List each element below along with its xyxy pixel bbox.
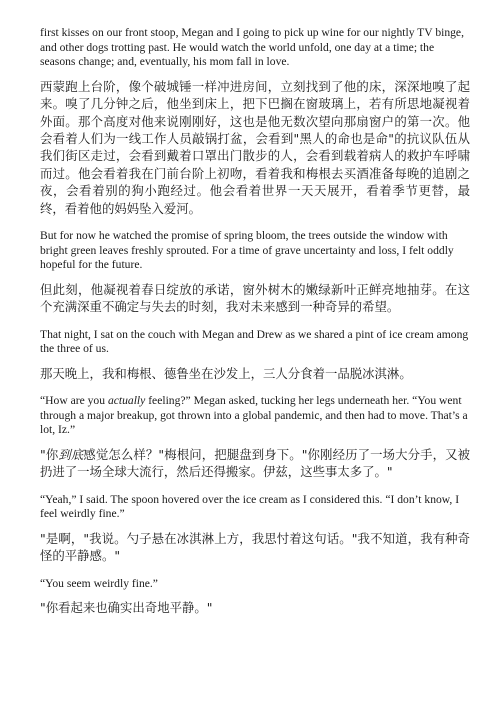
- document-page: [40, 26, 470, 625]
- paragraph-text: But for now he watched the promise of spring bloom, the trees outside the window with bright green leaves freshly sprouted. For a time of grave uncertainty and loss, I felt oddly hopeful for the future.: [40, 229, 454, 272]
- paragraph-text: 感觉怎么样？"梅根问，把腿盘到身下。"你刚经历了一场大分手，又被扔进了一场全球大流行，然后还得搬家。伊兹，这些事太多了。": [40, 447, 471, 480]
- paragraph-zh-1: [40, 78, 470, 217]
- paragraph-en-6: [40, 577, 470, 592]
- paragraph-text: “You seem weirdly fine.”: [40, 576, 158, 590]
- paragraph-text: “How are you: [40, 394, 108, 408]
- paragraph-text: "你看起来也确实出奇地平静。": [40, 600, 213, 616]
- paragraph-text: "你: [40, 447, 59, 462]
- paragraph-zh-6: [40, 599, 470, 616]
- paragraph-text: feeling?” Megan asked, tucking her legs underneath her. “You went through a major breakup, got thrown into a global pandemic, and then had to move. That’s a lot, Iz.”: [40, 394, 468, 437]
- paragraph-text: 那天晚上，我和梅根、德鲁坐在沙发上，三人分食着一品脱冰淇淋。: [40, 365, 412, 381]
- paragraph-zh-4: [40, 446, 470, 481]
- paragraph-zh-3: [40, 365, 470, 382]
- paragraph-text: "是啊，"我说。勺子悬在冰淇淋上方，我思忖着这句话。"我不知道，我有种奇怪的平静感。": [40, 531, 470, 564]
- paragraph-en-2: [40, 229, 470, 273]
- emphasis-text: actually: [107, 394, 146, 408]
- paragraph-en-1: [40, 26, 470, 70]
- paragraph-zh-5: [40, 530, 470, 565]
- paragraph-text: “Yeah,” I said. The spoon hovered over the ice cream as I considered this. “I don’t know, I feel weirdly fine.”: [40, 492, 460, 521]
- paragraph-en-5: [40, 493, 470, 522]
- paragraph-text: 但此刻，他凝视着春日绽放的承诺，窗外树木的嫩绿新叶正鲜亮地抽芽。在这个充满深重不确定与失去的时刻，我对未来感到一种奇异的希望。: [40, 281, 470, 315]
- paragraph-en-4: [40, 394, 470, 438]
- emphasis-text: 到底: [58, 447, 84, 462]
- paragraph-zh-2: [40, 281, 470, 316]
- paragraph-text: 西蒙跑上台阶，像个破城锤一样冲进房间，立刻找到了他的床，深深地嗅了起来。嗅了几分钟之后，他坐到床上，把下巴搁在窗玻璃上，若有所思地凝视着外面。那个高度对他来说刚刚好，这也是他无数次望向那扇窗户的第一次。他会看着人们为一线工作人员敲锅打盆，会看到"黑人的命也是命"的抗议队伍从我们街区走过，会看到戴着口罩出门散步的人，会看到载着病人的救护车呼啸而过。他会看着我在门前台阶上初吻，看着我和梅根去买酒准备每晚的追剧之夜，会看着别的狗小跑经过。他会看着世界一天天展开，看着季节更替，最终，看着他的妈妈坠入爱河。: [40, 78, 470, 216]
- paragraph-en-3: [40, 328, 470, 357]
- paragraph-text: That night, I sat on the couch with Megan and Drew as we shared a pint of ice cream among the three of us.: [40, 327, 469, 356]
- paragraph-text: first kisses on our front stoop, Megan and I going to pick up wine for our nightly TV binge, and other dogs trotting past. He would watch the world unfold, one day at a time; the seasons change; and, eventually, his mom fall in love.: [40, 26, 464, 69]
